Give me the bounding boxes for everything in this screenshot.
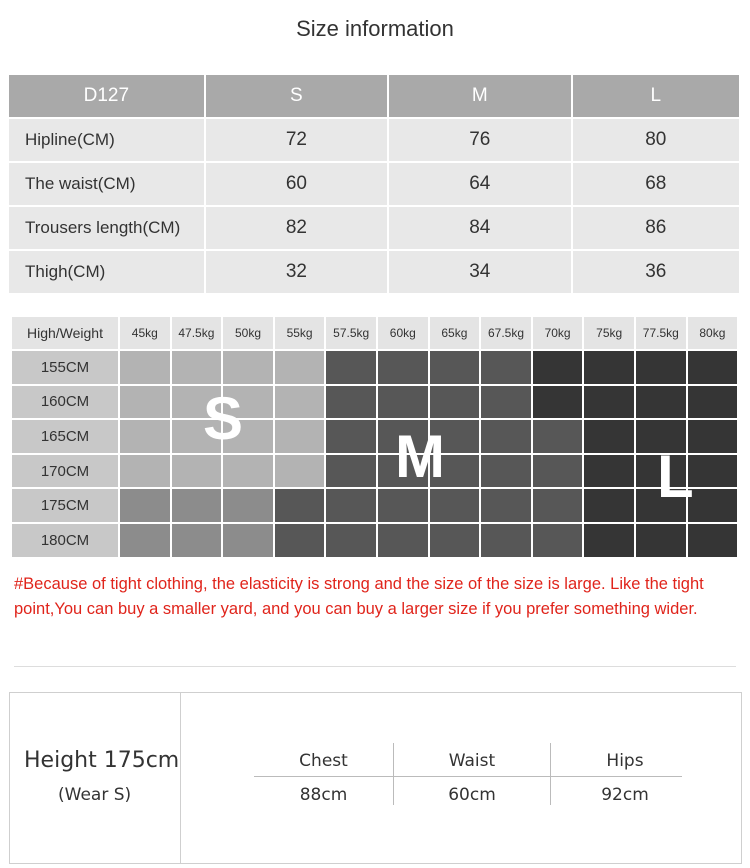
size-zone-cell xyxy=(532,385,584,420)
header-cell-s: S xyxy=(205,74,388,118)
height-label: 175CM xyxy=(11,488,119,523)
size-zone-cell xyxy=(532,350,584,385)
height-label: 160CM xyxy=(11,385,119,420)
cell-value: 36 xyxy=(572,250,740,294)
weight-header: 65kg xyxy=(429,316,481,350)
size-zone-cell xyxy=(119,350,171,385)
size-zone-cell xyxy=(222,454,274,489)
size-zone-cell xyxy=(635,523,687,558)
measurement-value: 60cm xyxy=(448,785,496,805)
size-zone-cell xyxy=(687,488,739,523)
size-zone-cell xyxy=(429,350,481,385)
height-weight-size-chart xyxy=(11,316,738,558)
measurement-label: Hips xyxy=(606,751,644,771)
size-zone-cell xyxy=(274,419,326,454)
size-zone-cell xyxy=(583,385,635,420)
cell-value: 64 xyxy=(388,162,571,206)
weight-header: 80kg xyxy=(687,316,739,350)
size-zone-cell xyxy=(325,419,377,454)
height-label: 170CM xyxy=(11,454,119,489)
weight-header: 50kg xyxy=(222,316,274,350)
size-zone-cell xyxy=(583,419,635,454)
zone-label-l: L xyxy=(657,443,694,510)
size-zone-cell xyxy=(687,454,739,489)
chart-corner-label: High/Weight xyxy=(11,316,119,350)
cell-value: 34 xyxy=(388,250,571,294)
size-zone-cell xyxy=(222,523,274,558)
cell-value: 60 xyxy=(205,162,388,206)
size-zone-cell xyxy=(274,523,326,558)
size-zone-cell xyxy=(480,419,532,454)
size-zone-cell xyxy=(480,488,532,523)
weight-header: 45kg xyxy=(119,316,171,350)
table-row xyxy=(8,118,740,162)
size-zone-cell xyxy=(429,488,481,523)
size-zone-cell xyxy=(480,385,532,420)
zone-label-m: M xyxy=(395,423,445,490)
cell-value: 80 xyxy=(572,118,740,162)
model-info-box xyxy=(9,692,742,864)
size-zone-cell xyxy=(119,454,171,489)
weight-header: 55kg xyxy=(274,316,326,350)
row-label: Thigh(CM) xyxy=(8,250,205,294)
weight-header: 60kg xyxy=(377,316,429,350)
size-zone-cell xyxy=(583,454,635,489)
weight-header: 75kg xyxy=(583,316,635,350)
size-zone-cell xyxy=(274,488,326,523)
size-zone-cell xyxy=(480,523,532,558)
weight-header: 70kg xyxy=(532,316,584,350)
size-zone-cell xyxy=(325,523,377,558)
weight-header: 47.5kg xyxy=(171,316,223,350)
height-label: 180CM xyxy=(11,523,119,558)
table-row xyxy=(8,162,740,206)
sizing-note: #Because of tight clothing, the elasticity is strong and the size of the size is large. Like the tight point,You can buy a smaller yard, and you can buy a larger size if you prefer something wider. xyxy=(14,575,704,618)
size-zone-cell xyxy=(532,523,584,558)
size-zone-cell xyxy=(377,385,429,420)
row-label: The waist(CM) xyxy=(8,162,205,206)
height-label: 155CM xyxy=(11,350,119,385)
size-zone-cell xyxy=(171,350,223,385)
size-zone-cell xyxy=(635,385,687,420)
model-height: Height 175cm xyxy=(24,748,180,773)
weight-header: 77.5kg xyxy=(635,316,687,350)
measurement-label: Waist xyxy=(448,751,496,771)
size-zone-cell xyxy=(325,385,377,420)
header-cell-style: D127 xyxy=(8,74,205,118)
size-zone-cell xyxy=(480,454,532,489)
measurement-hips xyxy=(551,751,699,821)
size-zone-cell xyxy=(274,454,326,489)
cell-value: 86 xyxy=(572,206,740,250)
size-zone-cell xyxy=(583,350,635,385)
page-title: Size information xyxy=(296,16,454,41)
row-label: Trousers length(CM) xyxy=(8,206,205,250)
measurement-value: 92cm xyxy=(601,785,649,805)
height-label: 165CM xyxy=(11,419,119,454)
size-zone-cell xyxy=(119,385,171,420)
size-zone-cell xyxy=(325,454,377,489)
size-table xyxy=(7,73,741,295)
size-zone-cell xyxy=(429,523,481,558)
header-cell-l: L xyxy=(572,74,740,118)
model-wear-size: (Wear S) xyxy=(58,785,132,805)
size-zone-cell xyxy=(222,350,274,385)
model-box-divider xyxy=(180,693,181,863)
size-zone-cell xyxy=(222,488,274,523)
size-zone-cell xyxy=(480,350,532,385)
size-zone-cell xyxy=(687,350,739,385)
size-zone-cell xyxy=(377,523,429,558)
size-zone-cell xyxy=(583,488,635,523)
size-zone-cell xyxy=(687,523,739,558)
size-zone-cell xyxy=(532,419,584,454)
size-zone-cell xyxy=(274,385,326,420)
weight-header: 57.5kg xyxy=(325,316,377,350)
measurement-chest xyxy=(254,751,393,821)
size-zone-cell xyxy=(687,419,739,454)
divider xyxy=(14,666,736,667)
size-zone-cell xyxy=(687,385,739,420)
cell-value: 84 xyxy=(388,206,571,250)
size-zone-cell xyxy=(325,350,377,385)
size-table-header-row xyxy=(8,74,740,118)
size-zone-cell xyxy=(377,488,429,523)
header-cell-m: M xyxy=(388,74,571,118)
size-zone-cell xyxy=(171,488,223,523)
zone-label-s: S xyxy=(203,385,244,452)
row-label: Hipline(CM) xyxy=(8,118,205,162)
size-zone-cell xyxy=(119,488,171,523)
size-zone-cell xyxy=(429,385,481,420)
size-zone-cell xyxy=(583,523,635,558)
size-zone-cell xyxy=(377,350,429,385)
size-zone-cell xyxy=(171,454,223,489)
table-row xyxy=(8,206,740,250)
size-zone-cell xyxy=(325,488,377,523)
measurement-value: 88cm xyxy=(299,785,348,805)
size-zone-cell xyxy=(532,488,584,523)
measurement-label: Chest xyxy=(299,751,348,771)
cell-value: 32 xyxy=(205,250,388,294)
cell-value: 76 xyxy=(388,118,571,162)
table-row xyxy=(8,250,740,294)
size-zone-cell xyxy=(274,350,326,385)
measurement-waist xyxy=(394,751,550,821)
cell-value: 68 xyxy=(572,162,740,206)
cell-value: 72 xyxy=(205,118,388,162)
cell-value: 82 xyxy=(205,206,388,250)
weight-header: 67.5kg xyxy=(480,316,532,350)
size-zone-cell xyxy=(532,454,584,489)
size-zone-cell xyxy=(171,523,223,558)
size-zone-cell xyxy=(635,350,687,385)
size-zone-cell xyxy=(119,419,171,454)
size-zone-cell xyxy=(119,523,171,558)
